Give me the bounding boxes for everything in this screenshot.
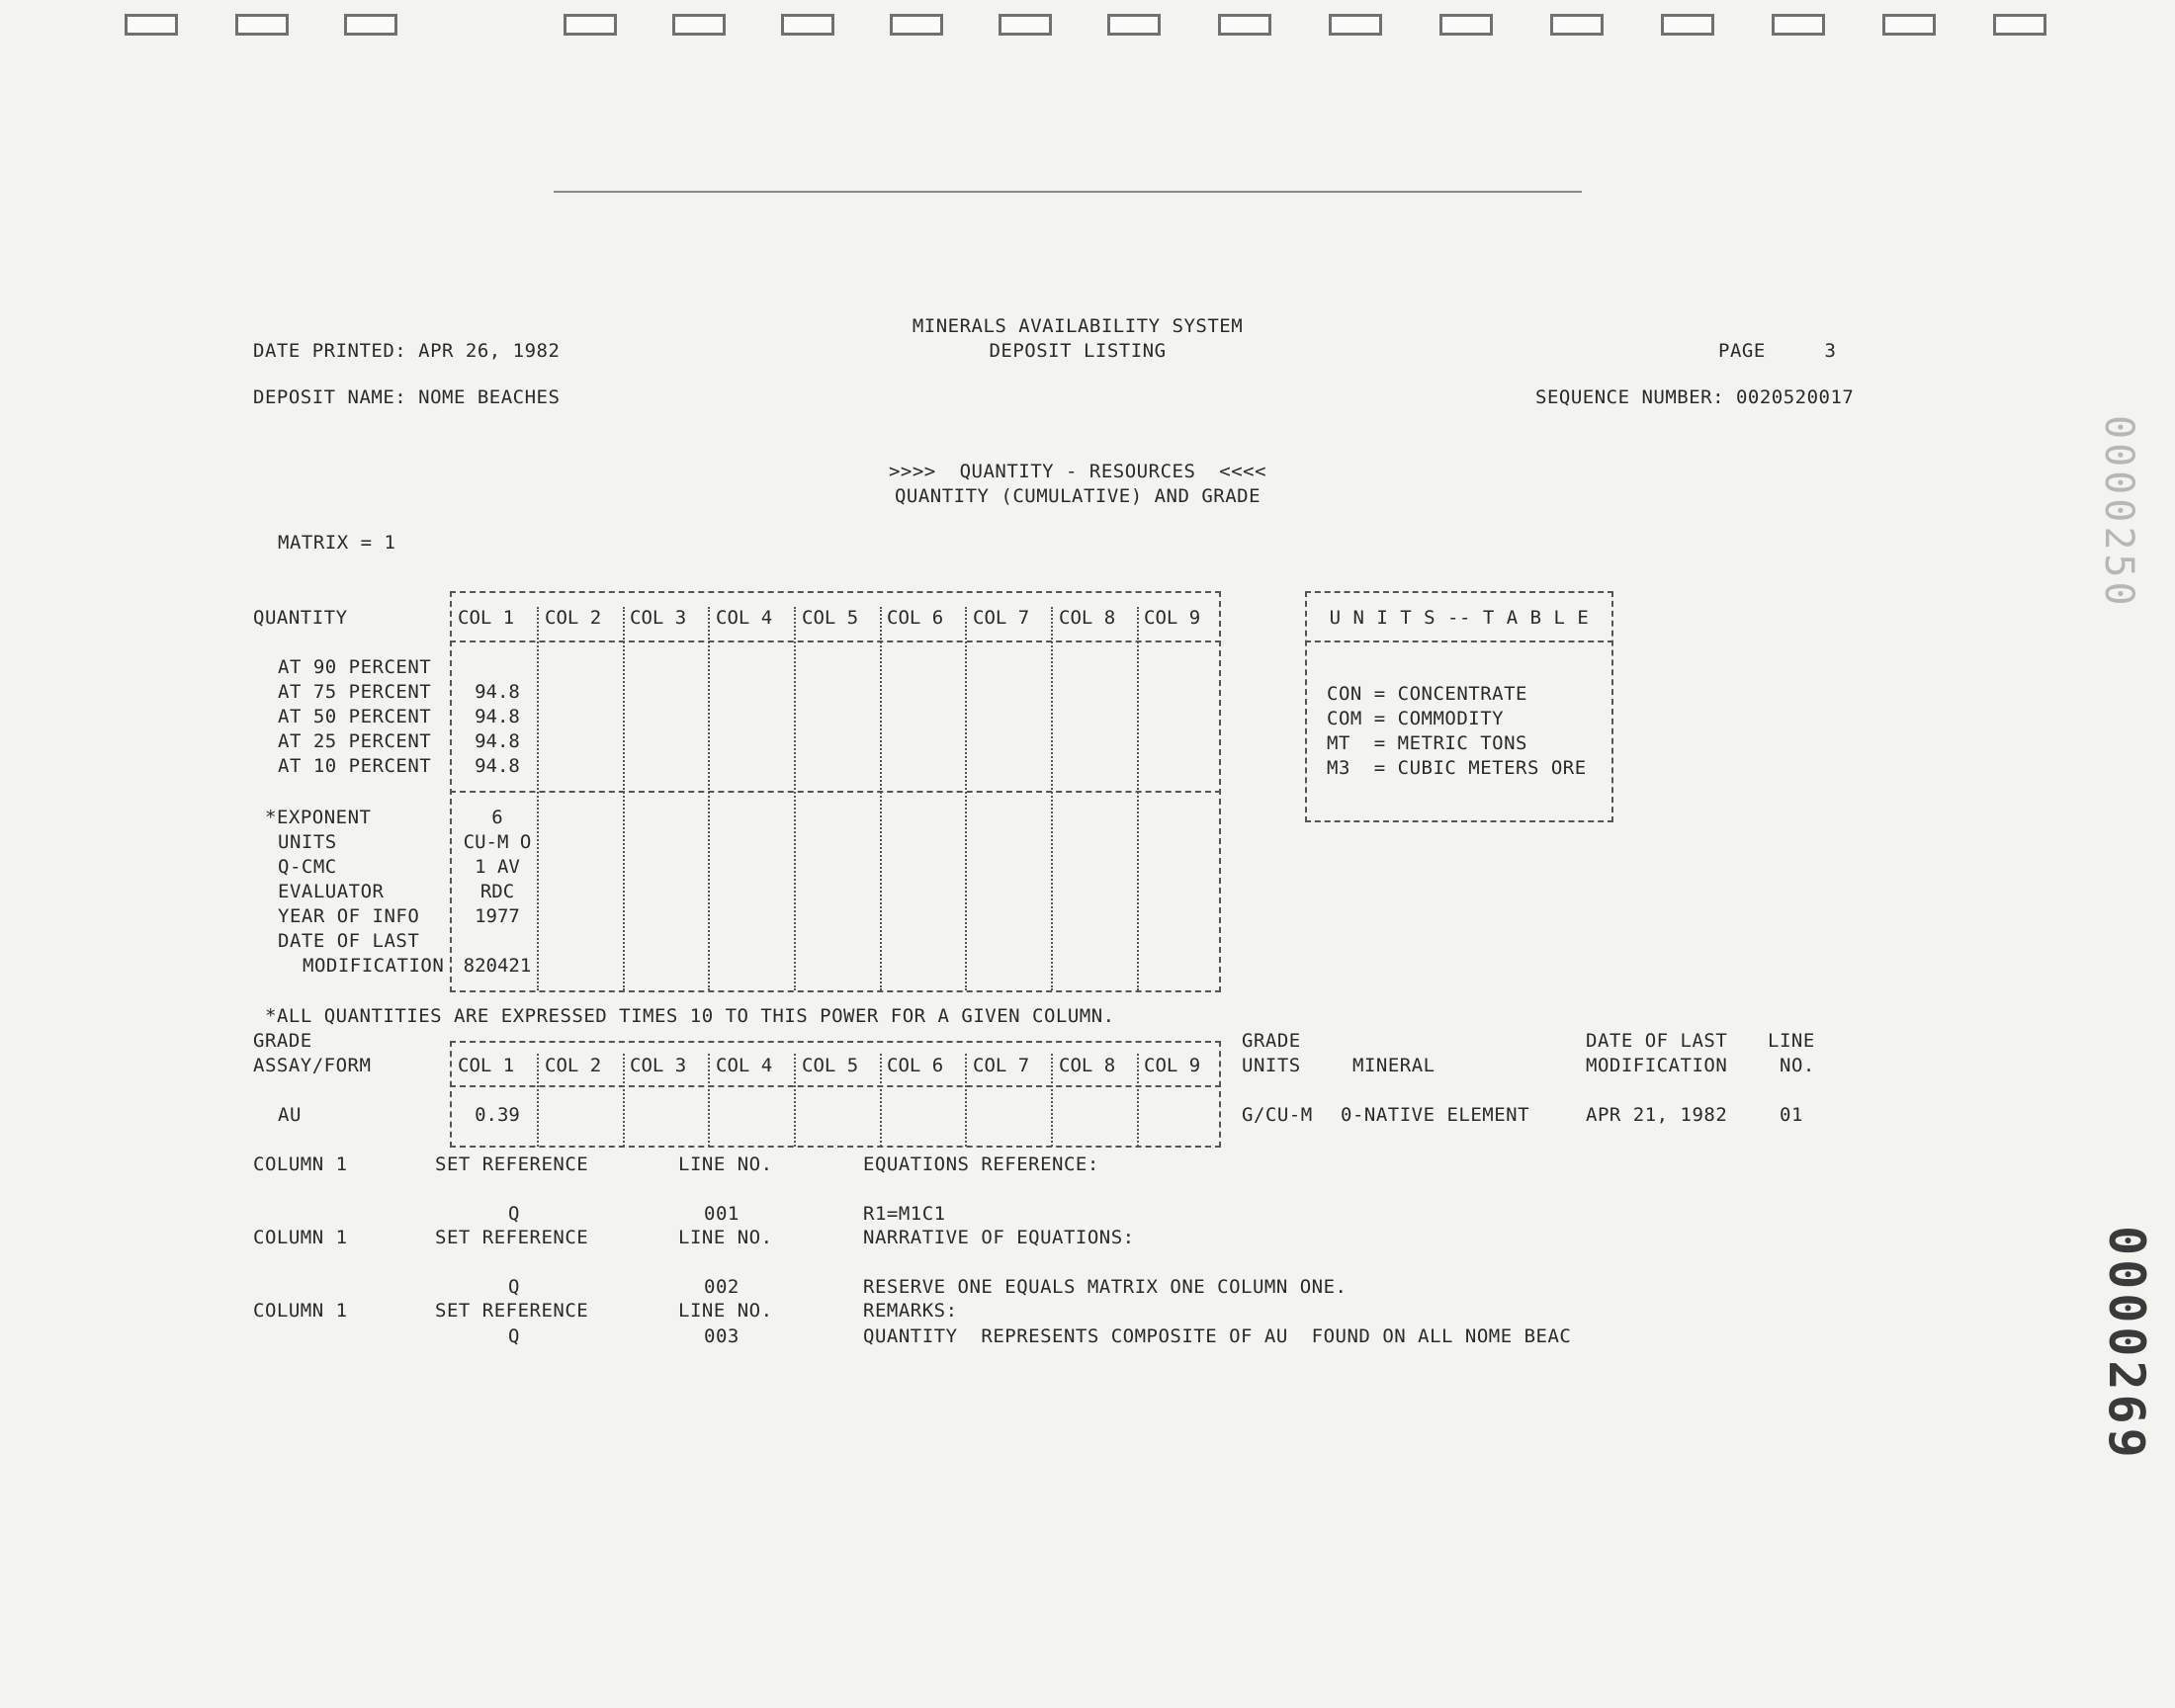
page-number: PAGE 3 bbox=[1718, 340, 1837, 362]
column-separator bbox=[880, 1054, 882, 1147]
matrix-label: MATRIX = 1 bbox=[278, 532, 396, 554]
modification-header: MODIFICATION bbox=[1586, 1055, 1728, 1076]
units-table-title: U N I T S -- T A B L E bbox=[1329, 607, 1590, 629]
row-label: AT 25 PERCENT bbox=[278, 730, 432, 752]
grade-value: 0.39 bbox=[475, 1104, 520, 1126]
reference-column: COLUMN 1 bbox=[253, 1227, 348, 1248]
quantity-value: 94.8 bbox=[475, 730, 520, 752]
feed-hole bbox=[1882, 14, 1936, 36]
column-separator bbox=[794, 1054, 796, 1147]
units-entry: MT = METRIC TONS bbox=[1327, 732, 1527, 754]
feed-hole bbox=[1218, 14, 1271, 36]
feed-hole bbox=[1107, 14, 1161, 36]
reference-text: RESERVE ONE EQUALS MATRIX ONE COLUMN ONE. bbox=[863, 1276, 1348, 1298]
quantity-value: 94.8 bbox=[475, 706, 520, 727]
column-header: COL 8 bbox=[1059, 607, 1116, 629]
date-of-last-header: DATE OF LAST bbox=[1586, 1030, 1728, 1052]
sequence-number: SEQUENCE NUMBER: 0020520017 bbox=[1535, 386, 1855, 408]
quantity-value: 94.8 bbox=[475, 755, 520, 777]
table-divider bbox=[450, 791, 1221, 793]
faint-stamp-number: 0000250 bbox=[2096, 415, 2141, 610]
section-subtitle: QUANTITY (CUMULATIVE) AND GRADE bbox=[894, 485, 1262, 507]
column-separator bbox=[965, 607, 967, 990]
date-printed: DATE PRINTED: APR 26, 1982 bbox=[253, 340, 561, 362]
deposit-name: DEPOSIT NAME: NOME BEACHES bbox=[253, 386, 561, 408]
feed-hole bbox=[781, 14, 834, 36]
set-reference-label: SET REFERENCE bbox=[435, 1300, 589, 1322]
listing-title: DEPOSIT LISTING bbox=[989, 340, 1167, 362]
column-header: COL 6 bbox=[887, 607, 944, 629]
reference-heading: EQUATIONS REFERENCE: bbox=[863, 1153, 1099, 1175]
column-separator bbox=[794, 607, 796, 990]
column-separator bbox=[623, 1054, 625, 1147]
column-separator bbox=[1137, 1054, 1139, 1147]
line-no-value: 002 bbox=[704, 1276, 740, 1298]
column-header: COL 1 bbox=[458, 607, 515, 629]
quantity-value: 94.8 bbox=[475, 681, 520, 703]
feed-hole bbox=[1439, 14, 1493, 36]
set-reference-value: Q bbox=[508, 1276, 520, 1298]
row-label: AT 90 PERCENT bbox=[278, 656, 432, 678]
feed-hole bbox=[1329, 14, 1382, 36]
feed-hole bbox=[1550, 14, 1604, 36]
column-separator bbox=[1137, 607, 1139, 990]
column-separator bbox=[965, 1054, 967, 1147]
feed-hole bbox=[672, 14, 726, 36]
reference-text: QUANTITY REPRESENTS COMPOSITE OF AU FOUND ON ALL NOME BEAC bbox=[863, 1325, 1572, 1347]
column-header: COL 3 bbox=[630, 1055, 687, 1076]
section-title: >>>> QUANTITY - RESOURCES <<<< bbox=[888, 461, 1267, 482]
column-header: COL 7 bbox=[973, 607, 1030, 629]
column-header: COL 2 bbox=[545, 1055, 602, 1076]
feed-hole bbox=[564, 14, 617, 36]
column-header: COL 5 bbox=[802, 1055, 859, 1076]
grade-modification-date: APR 21, 1982 bbox=[1586, 1104, 1728, 1126]
line-no-value: 003 bbox=[704, 1325, 740, 1347]
column-header: COL 5 bbox=[802, 607, 859, 629]
feed-hole bbox=[235, 14, 289, 36]
perforation-line bbox=[554, 191, 1582, 193]
table-divider bbox=[450, 640, 1221, 642]
column-separator bbox=[537, 1054, 539, 1147]
feed-hole bbox=[125, 14, 178, 36]
row-label: YEAR OF INFO bbox=[278, 905, 420, 927]
column-header: COL 9 bbox=[1144, 1055, 1201, 1076]
set-reference-label: SET REFERENCE bbox=[435, 1227, 589, 1248]
column-separator bbox=[623, 607, 625, 990]
column-header: COL 4 bbox=[716, 607, 773, 629]
column-separator bbox=[1051, 1054, 1053, 1147]
row-label: AT 50 PERCENT bbox=[278, 706, 432, 727]
column-header: COL 1 bbox=[458, 1055, 515, 1076]
grade-mineral: 0-NATIVE ELEMENT bbox=[1341, 1104, 1530, 1126]
column-header: COL 9 bbox=[1144, 607, 1201, 629]
row-label: *EXPONENT bbox=[265, 807, 372, 828]
row-label: EVALUATOR bbox=[278, 881, 385, 902]
feed-hole bbox=[890, 14, 943, 36]
column-header: COL 3 bbox=[630, 607, 687, 629]
column-header: COL 8 bbox=[1059, 1055, 1116, 1076]
line-no-header: NO. bbox=[1780, 1055, 1815, 1076]
column-separator bbox=[1051, 607, 1053, 990]
row-label: UNITS bbox=[278, 831, 337, 853]
units-entry: M3 = CUBIC METERS ORE bbox=[1327, 757, 1587, 779]
attribute-value: CU-M O bbox=[463, 831, 532, 853]
feed-hole bbox=[1993, 14, 2046, 36]
grade-label: GRADE bbox=[253, 1030, 312, 1052]
set-reference-value: Q bbox=[508, 1203, 520, 1225]
reference-column: COLUMN 1 bbox=[253, 1300, 348, 1322]
column-separator bbox=[708, 607, 710, 990]
mineral-header: MINERAL bbox=[1352, 1055, 1436, 1076]
column-separator bbox=[880, 607, 882, 990]
attribute-value: 6 bbox=[491, 807, 503, 828]
system-title: MINERALS AVAILABILITY SYSTEM bbox=[912, 315, 1244, 337]
line-no-label: LINE NO. bbox=[678, 1153, 773, 1175]
column-header: COL 2 bbox=[545, 607, 602, 629]
units-entry: CON = CONCENTRATE bbox=[1327, 683, 1527, 705]
units-header: UNITS bbox=[1242, 1055, 1301, 1076]
column-separator bbox=[537, 607, 539, 990]
column-separator bbox=[708, 1054, 710, 1147]
column-header: COL 4 bbox=[716, 1055, 773, 1076]
set-reference-label: SET REFERENCE bbox=[435, 1153, 589, 1175]
reference-heading: NARRATIVE OF EQUATIONS: bbox=[863, 1227, 1135, 1248]
row-label: Q-CMC bbox=[278, 856, 337, 878]
grade-header: GRADE bbox=[1242, 1030, 1301, 1052]
column-header: COL 7 bbox=[973, 1055, 1030, 1076]
feed-hole bbox=[1661, 14, 1714, 36]
feed-hole bbox=[344, 14, 397, 36]
feed-hole bbox=[1772, 14, 1825, 36]
column-header: COL 6 bbox=[887, 1055, 944, 1076]
grade-units: G/CU-M bbox=[1242, 1104, 1313, 1126]
grade-row-label: AU bbox=[278, 1104, 302, 1126]
line-no-label: LINE NO. bbox=[678, 1227, 773, 1248]
row-label: MODIFICATION bbox=[303, 955, 445, 977]
reference-column: COLUMN 1 bbox=[253, 1153, 348, 1175]
units-entry: COM = COMMODITY bbox=[1327, 708, 1505, 729]
quantity-row-header: QUANTITY bbox=[253, 607, 348, 629]
line-no-label: LINE NO. bbox=[678, 1300, 773, 1322]
reference-text: R1=M1C1 bbox=[863, 1203, 946, 1225]
assay-form-label: ASSAY/FORM bbox=[253, 1055, 372, 1076]
table-divider bbox=[450, 1085, 1221, 1087]
attribute-value: 1977 bbox=[475, 905, 520, 927]
page-stamp-number: 0000269 bbox=[2098, 1226, 2155, 1462]
grade-line-number: 01 bbox=[1780, 1104, 1803, 1126]
reference-heading: REMARKS: bbox=[863, 1300, 958, 1322]
line-no-value: 001 bbox=[704, 1203, 740, 1225]
row-label: AT 75 PERCENT bbox=[278, 681, 432, 703]
row-label: DATE OF LAST bbox=[278, 930, 420, 952]
table-divider bbox=[1305, 640, 1613, 642]
attribute-value: RDC bbox=[479, 881, 515, 902]
tractor-feed-holes bbox=[0, 0, 2175, 59]
attribute-value: 1 AV bbox=[475, 856, 520, 878]
line-header: LINE bbox=[1768, 1030, 1815, 1052]
exponent-footnote: *ALL QUANTITIES ARE EXPRESSED TIMES 10 TO THIS POWER FOR A GIVEN COLUMN. bbox=[265, 1005, 1115, 1027]
set-reference-value: Q bbox=[508, 1325, 520, 1347]
row-label: AT 10 PERCENT bbox=[278, 755, 432, 777]
attribute-value: 820421 bbox=[463, 955, 532, 977]
feed-hole bbox=[999, 14, 1052, 36]
